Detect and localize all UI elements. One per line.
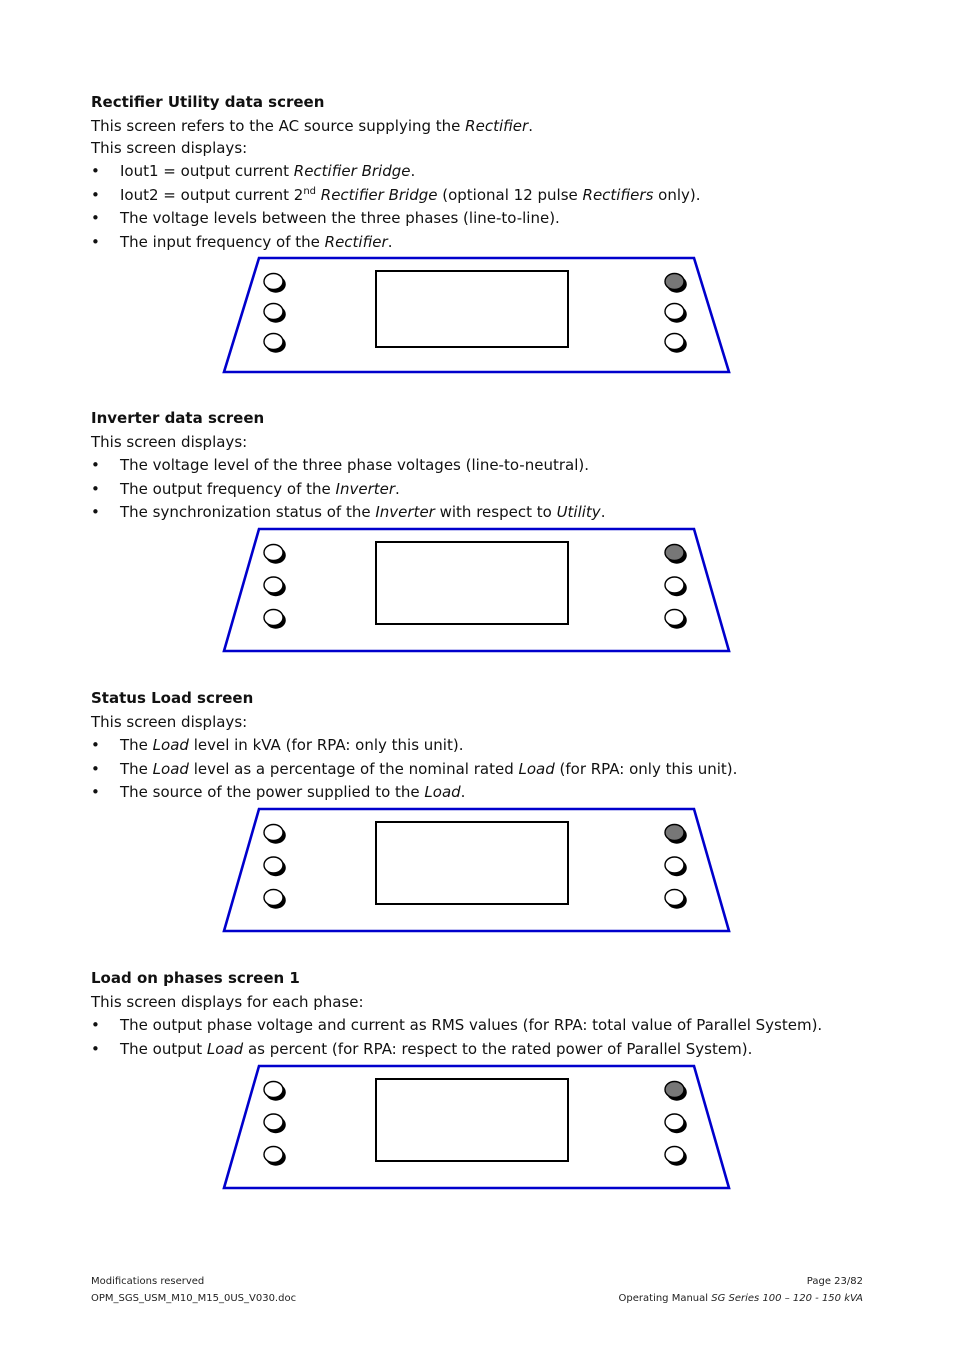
list-item <box>91 1038 871 1062</box>
bullet-list <box>91 160 871 254</box>
intro-line <box>91 431 871 453</box>
panel-outline <box>224 529 729 651</box>
list-item <box>91 734 871 758</box>
text-run: . <box>600 503 606 521</box>
text-run: The output phase voltage and current as RMS values (for RPA: total value of Parallel System). <box>120 1016 823 1034</box>
list-item <box>91 758 871 782</box>
panel-rectifier-utility <box>222 255 732 375</box>
bullet-list <box>91 734 871 805</box>
panel-button <box>665 304 687 323</box>
button-face <box>665 1147 684 1163</box>
section-intro <box>91 711 871 733</box>
keypad-panel-icon <box>222 255 732 375</box>
button-face <box>264 577 283 593</box>
button-face <box>665 890 684 906</box>
button-face <box>264 304 283 320</box>
button-face <box>264 890 283 906</box>
text-run: . <box>460 783 466 801</box>
text-run: The voltage level of the three phase voltages (line-to-neutral). <box>120 456 589 474</box>
text-run: level in kVA (for RPA: only this unit). <box>188 736 464 754</box>
keypad-panel-icon <box>222 1063 732 1191</box>
italic-term: Load <box>518 759 555 778</box>
text-run: . <box>410 162 416 180</box>
list-item <box>91 207 871 231</box>
text-run: with respect to <box>434 503 557 521</box>
italic-term: Rectifier Bridge <box>320 185 438 204</box>
panel-button-active <box>665 545 687 564</box>
text-run: The output frequency of the <box>120 479 336 498</box>
superscript: nd <box>303 185 316 197</box>
document-filename: OPM_SGS_USM_M10_M15_0US_V030.doc <box>91 1293 297 1304</box>
panel-button <box>264 610 286 629</box>
text-run: This screen refers to the AC source supplying the <box>91 117 466 135</box>
italic-term: Utility <box>556 503 601 521</box>
panel-button-active <box>665 1082 687 1101</box>
button-face <box>264 1147 283 1163</box>
panel-button <box>665 1147 687 1166</box>
intro-line <box>91 991 871 1013</box>
button-face <box>264 857 283 873</box>
footer-left <box>91 1274 296 1306</box>
section-rectifier-utility <box>91 92 871 254</box>
modifications-note: Modifications reserved <box>91 1276 205 1287</box>
lcd-display <box>376 271 568 347</box>
section-inverter-data <box>91 408 871 525</box>
text-run: This screen displays: <box>91 433 248 451</box>
text-run: (for RPA: only this unit). <box>554 759 738 778</box>
text-run: . <box>387 232 393 251</box>
section-intro <box>91 115 871 159</box>
intro-line <box>91 711 871 733</box>
bullet-list <box>91 1014 871 1061</box>
text-run: This screen displays for each phase: <box>91 993 364 1011</box>
panel-status-load <box>222 806 732 934</box>
keypad-panel-icon <box>222 806 732 934</box>
panel-button <box>264 1147 286 1166</box>
panel-button <box>264 545 286 564</box>
button-face <box>264 1114 283 1130</box>
text-run: The source of the power supplied to the <box>120 783 425 801</box>
intro-line <box>91 137 871 159</box>
list-item <box>91 1014 871 1038</box>
text-run: This screen displays: <box>91 139 248 157</box>
text-run: . <box>395 479 400 498</box>
panel-button <box>264 857 286 876</box>
section-title: Load on phases screen 1 <box>91 969 300 987</box>
list-item <box>91 501 871 525</box>
button-face <box>665 857 684 873</box>
button-face <box>264 334 283 350</box>
italic-term: Load <box>152 736 189 754</box>
list-item <box>91 454 871 478</box>
panel-outline <box>224 809 729 931</box>
footer-right <box>619 1274 863 1306</box>
text-run: only). <box>653 185 701 204</box>
section-load-on-phases <box>91 968 871 1061</box>
button-face <box>665 274 684 290</box>
text-run: The output <box>120 1039 207 1058</box>
text-run: Iout1 = output current <box>120 162 294 180</box>
manual-prefix: Operating Manual <box>618 1293 712 1304</box>
button-face <box>264 1082 283 1098</box>
panel-button <box>665 857 687 876</box>
text-run: Iout2 = output current 2 <box>120 185 304 204</box>
italic-term: Load <box>206 1039 244 1058</box>
lcd-display <box>376 542 568 624</box>
panel-button <box>665 890 687 909</box>
panel-button <box>264 334 286 353</box>
button-face <box>665 1114 684 1130</box>
italic-term: Rectifier <box>324 232 388 251</box>
button-face <box>665 610 684 626</box>
italic-term: Inverter <box>375 503 435 521</box>
panel-button <box>264 1114 286 1133</box>
panel-button <box>264 890 286 909</box>
text-run: (optional 12 pulse <box>437 185 583 204</box>
button-face <box>665 1082 684 1098</box>
manual-title <box>619 1291 863 1306</box>
section-intro <box>91 991 871 1013</box>
button-face <box>264 610 283 626</box>
panel-load-on-phases <box>222 1063 732 1191</box>
panel-button <box>665 1114 687 1133</box>
panel-button <box>264 274 286 293</box>
panel-outline <box>224 1066 729 1188</box>
section-title: Inverter data screen <box>91 409 265 427</box>
list-item <box>91 478 871 502</box>
page-number: Page 23/82 <box>806 1276 863 1287</box>
text-run: The <box>120 759 153 778</box>
italic-term: Inverter <box>335 479 396 498</box>
list-item <box>91 184 871 208</box>
section-intro <box>91 431 871 453</box>
manual-series: SG Series 100 – 120 - 150 kVA <box>711 1293 863 1304</box>
list-item <box>91 160 871 184</box>
button-face <box>665 577 684 593</box>
panel-button <box>264 825 286 844</box>
text-run: The input frequency of the <box>120 232 325 251</box>
lcd-display <box>376 822 568 904</box>
button-face <box>665 304 684 320</box>
italic-term: Rectifier <box>465 117 529 135</box>
section-title: Rectifier Utility data screen <box>91 93 325 111</box>
list-item <box>91 781 871 805</box>
italic-term: Rectifier Bridge <box>293 162 411 180</box>
panel-button <box>665 610 687 629</box>
lcd-display <box>376 1079 568 1161</box>
button-face <box>264 825 283 841</box>
bullet-list <box>91 454 871 525</box>
button-face <box>264 545 283 561</box>
text-run: level as a percentage of the nominal rated <box>188 759 519 778</box>
panel-button <box>264 304 286 323</box>
section-status-load <box>91 688 871 805</box>
text-run: The <box>120 736 153 754</box>
list-item <box>91 231 871 255</box>
button-face <box>665 825 684 841</box>
section-title: Status Load screen <box>91 689 254 707</box>
panel-button-active <box>665 825 687 844</box>
text-run: This screen displays: <box>91 713 248 731</box>
text-run: . <box>528 117 533 135</box>
intro-line <box>91 115 871 137</box>
keypad-panel-icon <box>222 526 732 654</box>
panel-button <box>264 1082 286 1101</box>
text-run: as percent (for RPA: respect to the rated power of Parallel System). <box>243 1039 753 1058</box>
italic-term: Load <box>152 759 189 778</box>
button-face <box>665 545 684 561</box>
button-face <box>665 334 684 350</box>
panel-button <box>665 577 687 596</box>
panel-inverter-data <box>222 526 732 654</box>
text-run: The voltage levels between the three phases (line-to-line). <box>120 209 560 227</box>
panel-button-active <box>665 274 687 293</box>
button-face <box>264 274 283 290</box>
panel-button <box>665 334 687 353</box>
text-run: The synchronization status of the <box>120 503 376 521</box>
panel-outline <box>224 258 729 372</box>
italic-term: Rectifiers <box>582 185 654 204</box>
panel-button <box>264 577 286 596</box>
italic-term: Load <box>424 783 461 801</box>
